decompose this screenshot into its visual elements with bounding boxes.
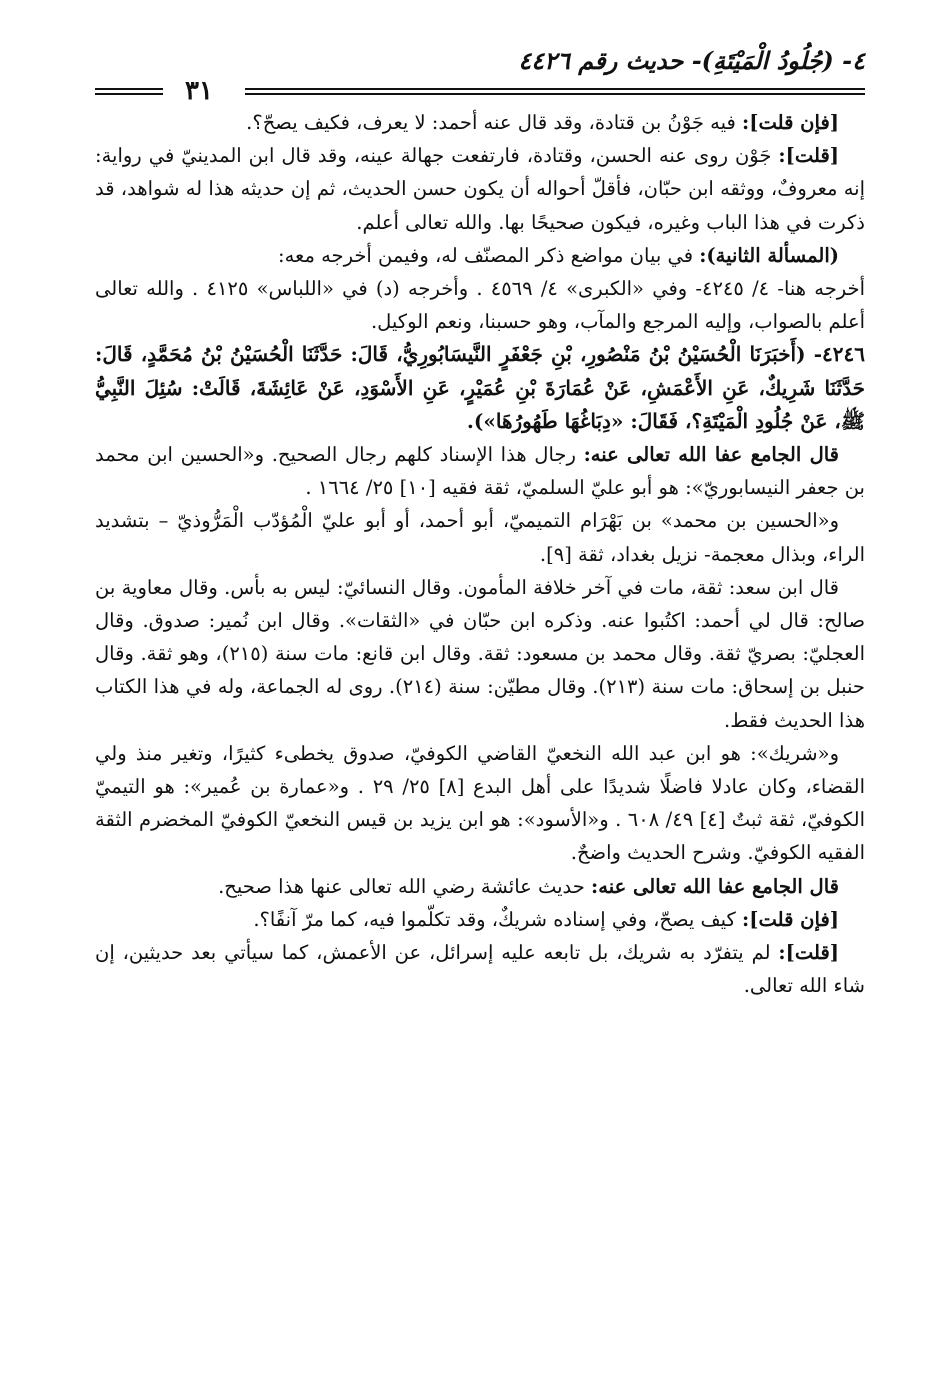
chapter-running-title: ٤- (جُلُودُ الْمَيْتَةِ)- حديث رقم ٤٤٢٦ bbox=[518, 46, 865, 75]
paragraph-text: و«شريك»: هو ابن عبد الله النخعيّ القاضي الكوفيّ، صدوق يخطىء كثيرًا، وتغير منذ ولي القضاء، وكان عادلا فاضلًا شديدًا على أهل البدع [٨] ٢٥/ ٢٩ . و«عمارة بن عُمير»: هو التيميّ الكوفيّ، ثقة ثبتٌ [٤] ٤٩/ ٦٠٨ . و«الأسود»: هو ابن يزيد بن قيس النخعيّ الكوفيّ المخضرم الثقة الفقيه الكوفيّ. وشرح الحديث واضحٌ. bbox=[95, 741, 865, 865]
paragraph-lead: [قلت]: bbox=[778, 941, 839, 965]
header-rule-long bbox=[245, 88, 865, 95]
paragraph-lead: قال الجامع عفا الله تعالى عنه: bbox=[583, 443, 839, 467]
paragraph-text: و«الحسين بن محمد» بن بَهْرَام التميميّ، أبو أحمد، أو أبو عليّ الْمُؤدّب الْمَرُّوذيّ – بتشديد الراء، وبذال معجمة- نزيل بغداد، ثقة [٩]. bbox=[95, 509, 865, 566]
paragraph-objection-1 bbox=[95, 106, 865, 139]
paragraph-husayn bbox=[95, 504, 865, 570]
header-rule-short bbox=[95, 88, 163, 95]
paragraph-narrators bbox=[95, 438, 865, 504]
paragraph-text: في بيان مواضع ذكر المصنّف له، وفيمن أخرجه معه: bbox=[278, 243, 700, 267]
paragraph-hadith-4246 bbox=[95, 338, 865, 438]
paragraph-lead: [قلت]: bbox=[778, 144, 839, 168]
paragraph-text: رجال هذا الإسناد كلهم رجال الصحيح. و«الحسين ابن محمد بن جعفر النيسابوريّ»: هو أبو عليّ السلميّ، ثقة فقيه [١٠] ٢٥/ ١٦٦٤ . bbox=[95, 443, 865, 500]
paragraph-text: قال ابن سعد: ثقة، مات في آخر خلافة المأمون. وقال النسائيّ: ليس به بأس. وقال معاوية بن صالح: قال لي أحمد: اكتُبوا عنه. وذكره ابن حبّان في «الثقات». وقال ابن نُمير: صدوق. وقال العجليّ: بصريّ ثقة. وقال محمد بن مسعود: ثقة. وقال ابن قانع: مات سنة (٢١٥)، وهو ثقة. وقال حنبل بن إسحاق: مات سنة (٢١٣). وقال مطيّن: سنة (٢١٤). روى له الجماعة، وله في هذا الكتاب هذا الحديث فقط. bbox=[95, 575, 865, 732]
paragraph-text: كيف يصحّ، وفي إسناده شريكٌ، وقد تكلّموا فيه، كما مرّ آنفًا؟. bbox=[253, 907, 743, 931]
paragraph-grading bbox=[95, 571, 865, 737]
paragraph-text: فيه جَوْنُ بن قتادة، وقد قال عنه أحمد: لا يعرف، فكيف يصحّ؟. bbox=[246, 111, 743, 134]
paragraph-objection-2 bbox=[95, 903, 865, 936]
page-header bbox=[95, 40, 865, 106]
paragraph-text: أخرجه هنا- ٤/ ٤٢٤٥- وفي «الكبرى» ٤/ ٤٥٦٩ . وأخرجه (د) في «اللباس» ٤١٢٥ . والله تعالى أعلم بالصواب، وإليه المرجع والمآب، وهو حسبنا، ونعم الوكيل. bbox=[95, 277, 865, 334]
book-page bbox=[95, 40, 865, 1002]
paragraph-text: جَوْن روى عنه الحسن، وقتادة، فارتفعت جهالة عينه، وقد قال ابن المدينيّ في رواية: إنه معروفٌ، ووثقه ابن حبّان، فأقلّ أحواله أن يكون حسن الحديث، ثم إن حديثه هذا له شواهد، قد ذكرت في هذا الباب وغيره، فيكون صحيحًا بها. والله تعالى أعلم. bbox=[95, 144, 865, 234]
paragraph-answer-1 bbox=[95, 139, 865, 239]
paragraph-ruling bbox=[95, 870, 865, 903]
paragraph-text: ٤٢٤٦- (أَخبَرَنَا الْحُسَيْنُ بْنُ مَنْصُورِ، بْنِ جَعْفَرٍ النَّيسَابُورِيُّ، قَالَ: حَدَّثَنَا الْحُسَيْنُ بْنُ مُحَمَّدٍ، قَالَ: حَدَّثَنَا شَرِيكٌ، عَنِ الأَعْمَشِ، عَنْ عُمَارَةَ بْنِ عُمَيْرٍ، عَنِ الأَسْوَدِ، عَنْ عَائِشَةَ، قَالَتْ: سُئِلَ النَّبِيُّ ﷺ، عَنْ جُلُودِ الْمَيْتَةِ؟، فَقَالَ: «دِبَاغُهَا طَهُورُهَا»). bbox=[95, 342, 866, 433]
paragraph-second-issue bbox=[95, 239, 865, 272]
paragraph-takhrij bbox=[95, 272, 865, 338]
page-body bbox=[95, 106, 865, 1002]
paragraph-lead: (المسألة الثانية): bbox=[699, 243, 839, 267]
paragraph-sharik bbox=[95, 737, 865, 870]
paragraph-text: لم يتفرّد به شريك، بل تابعه عليه إسرائل، عن الأعمش، كما سيأتي بعد حديثين، إن شاء الله تعالى. bbox=[95, 941, 865, 998]
paragraph-text: حديث عائشة رضي الله تعالى عنها هذا صحيح. bbox=[218, 874, 592, 898]
paragraph-lead: [فإن قلت]: bbox=[742, 111, 839, 134]
paragraph-lead: [فإن قلت]: bbox=[742, 907, 839, 931]
page-number: ٣١ bbox=[185, 76, 213, 106]
paragraph-answer-2 bbox=[95, 936, 865, 1002]
paragraph-lead: قال الجامع عفا الله تعالى عنه: bbox=[591, 874, 839, 898]
